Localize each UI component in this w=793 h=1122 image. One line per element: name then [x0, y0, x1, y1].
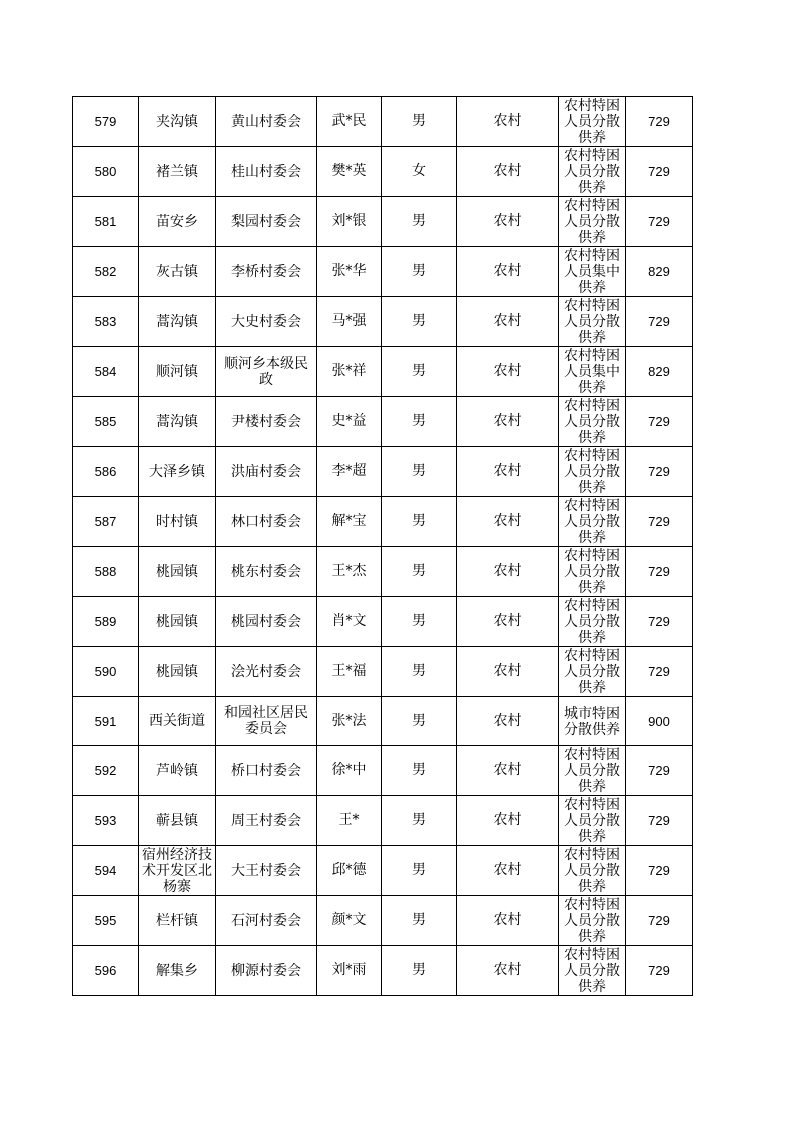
cell-serial-number: 579 — [73, 97, 139, 147]
table-row — [73, 497, 693, 547]
cell-person-name: 肖*文 — [317, 597, 382, 647]
cell-town — [139, 247, 216, 297]
cell-amount: 729 — [626, 647, 693, 697]
cell-village-text: 桃园村委会 — [231, 613, 301, 630]
cell-village — [216, 647, 317, 697]
cell-serial-number: 595 — [73, 896, 139, 946]
cell-gender: 男 — [382, 347, 457, 397]
cell-village-text: 桃东村委会 — [231, 563, 301, 580]
cell-support-category — [559, 597, 626, 647]
cell-gender: 男 — [382, 697, 457, 746]
cell-town — [139, 97, 216, 147]
cell-gender: 男 — [382, 796, 457, 846]
cell-serial-number: 593 — [73, 796, 139, 846]
cell-amount: 829 — [626, 247, 693, 297]
cell-amount: 900 — [626, 697, 693, 746]
cell-amount: 729 — [626, 497, 693, 547]
cell-support-category — [559, 447, 626, 497]
cell-town-text: 苗安乡 — [156, 213, 198, 230]
cell-area-type: 农村 — [457, 397, 559, 447]
table-row — [73, 97, 693, 147]
cell-person-name: 王* — [317, 796, 382, 846]
cell-support-category-text: 农村特困人员分散供养 — [564, 498, 620, 546]
cell-support-category — [559, 497, 626, 547]
cell-support-category-text: 农村特困人员集中供养 — [564, 348, 620, 396]
cell-village-text: 大史村委会 — [231, 313, 301, 330]
cell-village-text: 石河村委会 — [231, 912, 301, 929]
cell-town-text: 顺河镇 — [156, 363, 198, 380]
cell-serial-number: 582 — [73, 247, 139, 297]
cell-support-category-text: 农村特困人员分散供养 — [564, 598, 620, 646]
cell-person-name: 刘*银 — [317, 197, 382, 247]
cell-amount: 729 — [626, 896, 693, 946]
cell-town — [139, 497, 216, 547]
cell-area-type: 农村 — [457, 746, 559, 796]
cell-town-text: 芦岭镇 — [156, 762, 198, 779]
cell-area-type: 农村 — [457, 147, 559, 197]
cell-support-category-text: 城市特困分散供养 — [564, 705, 620, 738]
cell-town-text: 西关街道 — [149, 713, 205, 729]
cell-amount: 729 — [626, 97, 693, 147]
cell-town — [139, 547, 216, 597]
cell-area-type: 农村 — [457, 796, 559, 846]
cell-person-name: 马*强 — [317, 297, 382, 347]
cell-town-text: 栏杆镇 — [156, 912, 198, 929]
cell-support-category — [559, 397, 626, 447]
cell-serial-number: 581 — [73, 197, 139, 247]
cell-support-category — [559, 347, 626, 397]
cell-village-text: 黄山村委会 — [231, 113, 301, 130]
cell-village — [216, 497, 317, 547]
cell-amount: 729 — [626, 547, 693, 597]
cell-person-name: 徐*中 — [317, 746, 382, 796]
cell-gender: 女 — [382, 147, 457, 197]
cell-gender: 男 — [382, 247, 457, 297]
cell-support-category-text: 农村特困人员分散供养 — [564, 947, 620, 995]
table-row — [73, 597, 693, 647]
cell-town-text: 宿州经济技术开发区北杨寨 — [142, 846, 212, 895]
table-row — [73, 547, 693, 597]
cell-person-name: 张*法 — [317, 697, 382, 746]
cell-person-name: 李*超 — [317, 447, 382, 497]
cell-gender: 男 — [382, 497, 457, 547]
cell-amount: 729 — [626, 796, 693, 846]
cell-town-text: 蒿沟镇 — [156, 313, 198, 330]
cell-village — [216, 197, 317, 247]
cell-support-category-text: 农村特困人员分散供养 — [564, 398, 620, 446]
cell-town-text: 桃园镇 — [156, 563, 198, 580]
cell-village — [216, 597, 317, 647]
cell-town-text: 时村镇 — [156, 513, 198, 530]
cell-support-category — [559, 547, 626, 597]
cell-area-type: 农村 — [457, 896, 559, 946]
cell-town-text: 大泽乡镇 — [149, 463, 205, 480]
cell-person-name: 武*民 — [317, 97, 382, 147]
cell-serial-number: 591 — [73, 697, 139, 746]
cell-village-text: 桥口村委会 — [231, 762, 301, 779]
table-row — [73, 647, 693, 697]
cell-village-text: 桂山村委会 — [231, 163, 301, 180]
cell-gender: 男 — [382, 297, 457, 347]
table-row — [73, 697, 693, 746]
cell-gender: 男 — [382, 397, 457, 447]
cell-village — [216, 946, 317, 996]
cell-area-type: 农村 — [457, 846, 559, 896]
cell-gender: 男 — [382, 547, 457, 597]
cell-serial-number: 586 — [73, 447, 139, 497]
cell-village — [216, 247, 317, 297]
cell-serial-number: 584 — [73, 347, 139, 397]
cell-support-category-text: 农村特困人员分散供养 — [564, 648, 620, 696]
cell-person-name: 王*福 — [317, 647, 382, 697]
cell-town — [139, 597, 216, 647]
cell-support-category — [559, 846, 626, 896]
table-row — [73, 297, 693, 347]
cell-village-text: 柳源村委会 — [231, 962, 301, 979]
cell-gender: 男 — [382, 597, 457, 647]
cell-amount: 729 — [626, 297, 693, 347]
cell-support-category — [559, 796, 626, 846]
cell-village — [216, 547, 317, 597]
cell-support-category-text: 农村特困人员分散供养 — [564, 548, 620, 596]
cell-village-text: 浍光村委会 — [231, 663, 301, 680]
cell-area-type: 农村 — [457, 197, 559, 247]
cell-support-category-text: 农村特困人员分散供养 — [564, 747, 620, 795]
cell-amount: 729 — [626, 597, 693, 647]
cell-serial-number: 596 — [73, 946, 139, 996]
cell-village — [216, 397, 317, 447]
table-row — [73, 197, 693, 247]
cell-town — [139, 896, 216, 946]
cell-person-name: 颜*文 — [317, 896, 382, 946]
cell-support-category — [559, 946, 626, 996]
cell-village-text: 李桥村委会 — [231, 263, 301, 280]
cell-village-text: 洪庙村委会 — [231, 463, 301, 480]
cell-village-text: 林口村委会 — [231, 513, 301, 530]
cell-village-text: 梨园村委会 — [231, 213, 301, 230]
cell-area-type: 农村 — [457, 497, 559, 547]
cell-gender: 男 — [382, 846, 457, 896]
cell-support-category — [559, 147, 626, 197]
table-row — [73, 397, 693, 447]
cell-town — [139, 796, 216, 846]
cell-support-category — [559, 647, 626, 697]
cell-village-text: 顺河乡本级民政 — [224, 355, 308, 388]
cell-area-type: 农村 — [457, 347, 559, 397]
cell-support-category-text: 农村特困人员集中供养 — [564, 248, 620, 296]
cell-village-text: 和园社区居民委员会 — [224, 705, 308, 737]
cell-town-text: 夹沟镇 — [156, 113, 198, 130]
cell-amount: 829 — [626, 347, 693, 397]
cell-support-category — [559, 297, 626, 347]
cell-gender: 男 — [382, 946, 457, 996]
cell-gender: 男 — [382, 896, 457, 946]
cell-town-text: 灰古镇 — [156, 263, 198, 280]
cell-village — [216, 697, 317, 746]
cell-town — [139, 197, 216, 247]
cell-support-category-text: 农村特困人员分散供养 — [564, 198, 620, 246]
table-row — [73, 846, 693, 896]
cell-serial-number: 583 — [73, 297, 139, 347]
cell-amount: 729 — [626, 147, 693, 197]
cell-town — [139, 447, 216, 497]
cell-town — [139, 397, 216, 447]
cell-area-type: 农村 — [457, 247, 559, 297]
cell-area-type: 农村 — [457, 297, 559, 347]
cell-serial-number: 585 — [73, 397, 139, 447]
cell-town-text: 蕲县镇 — [156, 812, 198, 829]
table-row — [73, 746, 693, 796]
table-row — [73, 796, 693, 846]
cell-support-category — [559, 697, 626, 746]
cell-serial-number: 588 — [73, 547, 139, 597]
cell-support-category — [559, 746, 626, 796]
cell-village — [216, 846, 317, 896]
cell-support-category-text: 农村特困人员分散供养 — [564, 98, 620, 146]
cell-person-name: 张*华 — [317, 247, 382, 297]
cell-support-category-text: 农村特困人员分散供养 — [564, 298, 620, 346]
cell-serial-number: 580 — [73, 147, 139, 197]
cell-support-category-text: 农村特困人员分散供养 — [564, 148, 620, 196]
cell-village — [216, 447, 317, 497]
cell-town — [139, 647, 216, 697]
cell-town-text: 桃园镇 — [156, 663, 198, 680]
cell-gender: 男 — [382, 97, 457, 147]
table-row — [73, 896, 693, 946]
cell-area-type: 农村 — [457, 597, 559, 647]
cell-amount: 729 — [626, 397, 693, 447]
cell-serial-number: 587 — [73, 497, 139, 547]
cell-amount: 729 — [626, 447, 693, 497]
cell-serial-number: 589 — [73, 597, 139, 647]
table-body — [73, 97, 693, 996]
cell-village — [216, 347, 317, 397]
cell-serial-number: 594 — [73, 846, 139, 896]
cell-support-category — [559, 247, 626, 297]
cell-town — [139, 746, 216, 796]
cell-gender: 男 — [382, 746, 457, 796]
cell-area-type: 农村 — [457, 97, 559, 147]
cell-town — [139, 147, 216, 197]
cell-gender: 男 — [382, 197, 457, 247]
cell-village — [216, 297, 317, 347]
cell-gender: 男 — [382, 447, 457, 497]
cell-town — [139, 946, 216, 996]
cell-serial-number: 590 — [73, 647, 139, 697]
cell-amount: 729 — [626, 946, 693, 996]
cell-person-name: 邱*德 — [317, 846, 382, 896]
cell-support-category — [559, 197, 626, 247]
cell-amount: 729 — [626, 746, 693, 796]
table-row — [73, 347, 693, 397]
cell-gender: 男 — [382, 647, 457, 697]
cell-village-text: 周王村委会 — [231, 812, 301, 829]
cell-support-category — [559, 896, 626, 946]
cell-village — [216, 896, 317, 946]
cell-village — [216, 97, 317, 147]
cell-town — [139, 297, 216, 347]
cell-area-type: 农村 — [457, 697, 559, 746]
cell-town-text: 蒿沟镇 — [156, 413, 198, 430]
cell-person-name: 张*祥 — [317, 347, 382, 397]
cell-serial-number: 592 — [73, 746, 139, 796]
cell-area-type: 农村 — [457, 547, 559, 597]
cell-town — [139, 697, 216, 746]
table-row — [73, 147, 693, 197]
cell-area-type: 农村 — [457, 946, 559, 996]
cell-town-text: 桃园镇 — [156, 613, 198, 630]
cell-person-name: 王*杰 — [317, 547, 382, 597]
table-row — [73, 247, 693, 297]
cell-person-name: 史*益 — [317, 397, 382, 447]
cell-amount: 729 — [626, 846, 693, 896]
cell-person-name: 刘*雨 — [317, 946, 382, 996]
cell-support-category-text: 农村特困人员分散供养 — [564, 897, 620, 945]
cell-support-category-text: 农村特困人员分散供养 — [564, 797, 620, 845]
cell-person-name: 解*宝 — [317, 497, 382, 547]
table-row — [73, 946, 693, 996]
cell-support-category-text: 农村特困人员分散供养 — [564, 448, 620, 496]
records-table — [72, 96, 693, 996]
cell-amount: 729 — [626, 197, 693, 247]
cell-town — [139, 347, 216, 397]
table-row — [73, 447, 693, 497]
cell-person-name: 樊*英 — [317, 147, 382, 197]
cell-town-text: 解集乡 — [156, 962, 198, 979]
cell-village-text: 大王村委会 — [231, 862, 301, 879]
cell-area-type: 农村 — [457, 447, 559, 497]
cell-village — [216, 746, 317, 796]
cell-support-category-text: 农村特困人员分散供养 — [564, 847, 620, 895]
cell-support-category — [559, 97, 626, 147]
cell-village — [216, 147, 317, 197]
cell-town — [139, 846, 216, 896]
cell-village-text: 尹楼村委会 — [231, 413, 301, 430]
cell-town-text: 褚兰镇 — [156, 163, 198, 180]
cell-area-type: 农村 — [457, 647, 559, 697]
cell-village — [216, 796, 317, 846]
